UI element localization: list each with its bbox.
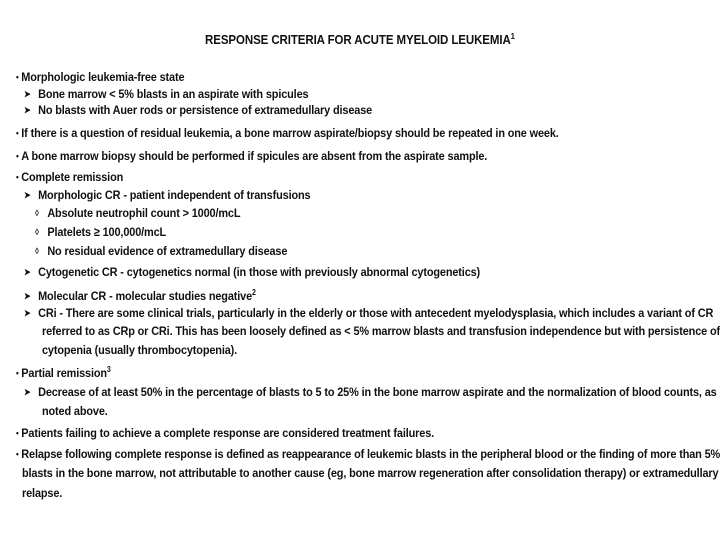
arrow-bullet-icon: ➤ bbox=[24, 387, 31, 397]
bullet-icon: • bbox=[16, 128, 19, 138]
criteria-line bbox=[24, 384, 717, 400]
criteria-line bbox=[24, 86, 308, 102]
criteria-text: Morphologic CR - patient independent of transfusions bbox=[38, 188, 311, 202]
arrow-bullet-icon: ➤ bbox=[24, 267, 31, 277]
bullet-icon: • bbox=[16, 428, 19, 438]
criteria-text: Decrease of at least 50% in the percentage of blasts to 5 to 25% in the bone marrow aspirate and the normalization of blood counts, as bbox=[38, 385, 717, 399]
criteria-text: No residual evidence of extramedullary disease bbox=[47, 244, 288, 258]
criteria-text: Patients failing to achieve a complete response are considered treatment failures. bbox=[21, 426, 435, 440]
criteria-line bbox=[35, 224, 166, 240]
diamond-bullet-icon: ◊ bbox=[35, 227, 39, 237]
bullet-icon: • bbox=[16, 368, 19, 378]
criteria-line bbox=[35, 243, 287, 259]
criteria-line bbox=[24, 187, 310, 203]
criteria-line bbox=[24, 264, 480, 280]
criteria-text: Partial remission bbox=[21, 366, 107, 380]
arrow-bullet-icon: ➤ bbox=[24, 89, 31, 99]
criteria-line bbox=[42, 342, 237, 358]
criteria-text: Bone marrow < 5% blasts in an aspirate with spicules bbox=[38, 87, 309, 101]
criteria-line bbox=[35, 205, 240, 221]
arrow-bullet-icon: ➤ bbox=[24, 105, 31, 115]
criteria-text: Cytogenetic CR - cytogenetics normal (in those with previously abnormal cytogenetics) bbox=[38, 265, 481, 279]
bullet-icon: • bbox=[16, 151, 19, 161]
criteria-line bbox=[42, 323, 720, 339]
criteria-line bbox=[16, 69, 184, 85]
bullet-icon: • bbox=[16, 449, 19, 459]
criteria-text: Morphologic leukemia-free state bbox=[21, 70, 185, 84]
reference-superscript: 3 bbox=[106, 365, 111, 374]
bullet-icon: • bbox=[16, 172, 19, 182]
criteria-text: Platelets ≥ 100,000/mcL bbox=[47, 225, 167, 239]
criteria-line bbox=[16, 446, 720, 462]
criteria-text: referred to as CRp or CRi. This has been loosely defined as < 5% marrow blasts and transfusion independence but with persistence of bbox=[42, 324, 720, 338]
criteria-text: Relapse following complete response is defined as reappearance of leukemic blasts in the peripheral blood or the finding of more than 5% bbox=[21, 447, 720, 461]
criteria-line bbox=[22, 485, 62, 501]
arrow-bullet-icon: ➤ bbox=[24, 291, 31, 301]
criteria-line bbox=[16, 148, 487, 164]
criteria-text: noted above. bbox=[42, 404, 108, 418]
diamond-bullet-icon: ◊ bbox=[35, 208, 39, 218]
criteria-line bbox=[16, 425, 434, 441]
criteria-text: If there is a question of residual leukemia, a bone marrow aspirate/biopsy should be repeated in one week. bbox=[21, 126, 559, 140]
document-title bbox=[29, 31, 691, 47]
bullet-icon: • bbox=[16, 72, 19, 82]
criteria-line bbox=[22, 465, 718, 481]
arrow-bullet-icon: ➤ bbox=[24, 190, 31, 200]
criteria-line bbox=[24, 305, 713, 321]
criteria-line bbox=[16, 169, 123, 185]
title-text: RESPONSE CRITERIA FOR ACUTE MYELOID LEUKEMIA bbox=[205, 33, 511, 47]
title-reference: 1 bbox=[510, 31, 515, 41]
criteria-line bbox=[16, 125, 559, 141]
criteria-text: relapse. bbox=[22, 486, 63, 500]
criteria-text: Molecular CR - molecular studies negative bbox=[38, 289, 253, 303]
diamond-bullet-icon: ◊ bbox=[35, 246, 39, 256]
criteria-text: A bone marrow biopsy should be performed if spicules are absent from the aspirate sample. bbox=[21, 149, 488, 163]
criteria-line bbox=[24, 285, 256, 304]
criteria-line bbox=[16, 362, 111, 381]
arrow-bullet-icon: ➤ bbox=[24, 308, 31, 318]
criteria-text: No blasts with Auer rods or persistence of extramedullary disease bbox=[38, 103, 373, 117]
criteria-text: blasts in the bone marrow, not attributable to another cause (eg, bone marrow regeneration after consolidation therapy) or extramedullary bbox=[22, 466, 719, 480]
criteria-text: CRi - There are some clinical trials, particularly in the elderly or those with antecedent myelodysplasia, which includes a variant of CR bbox=[38, 306, 714, 320]
criteria-line bbox=[42, 403, 108, 419]
reference-superscript: 2 bbox=[252, 288, 256, 297]
criteria-text: cytopenia (usually thrombocytopenia). bbox=[42, 343, 238, 357]
criteria-text: Complete remission bbox=[21, 170, 124, 184]
criteria-line bbox=[24, 102, 372, 118]
criteria-text: Absolute neutrophil count > 1000/mcL bbox=[47, 206, 241, 220]
